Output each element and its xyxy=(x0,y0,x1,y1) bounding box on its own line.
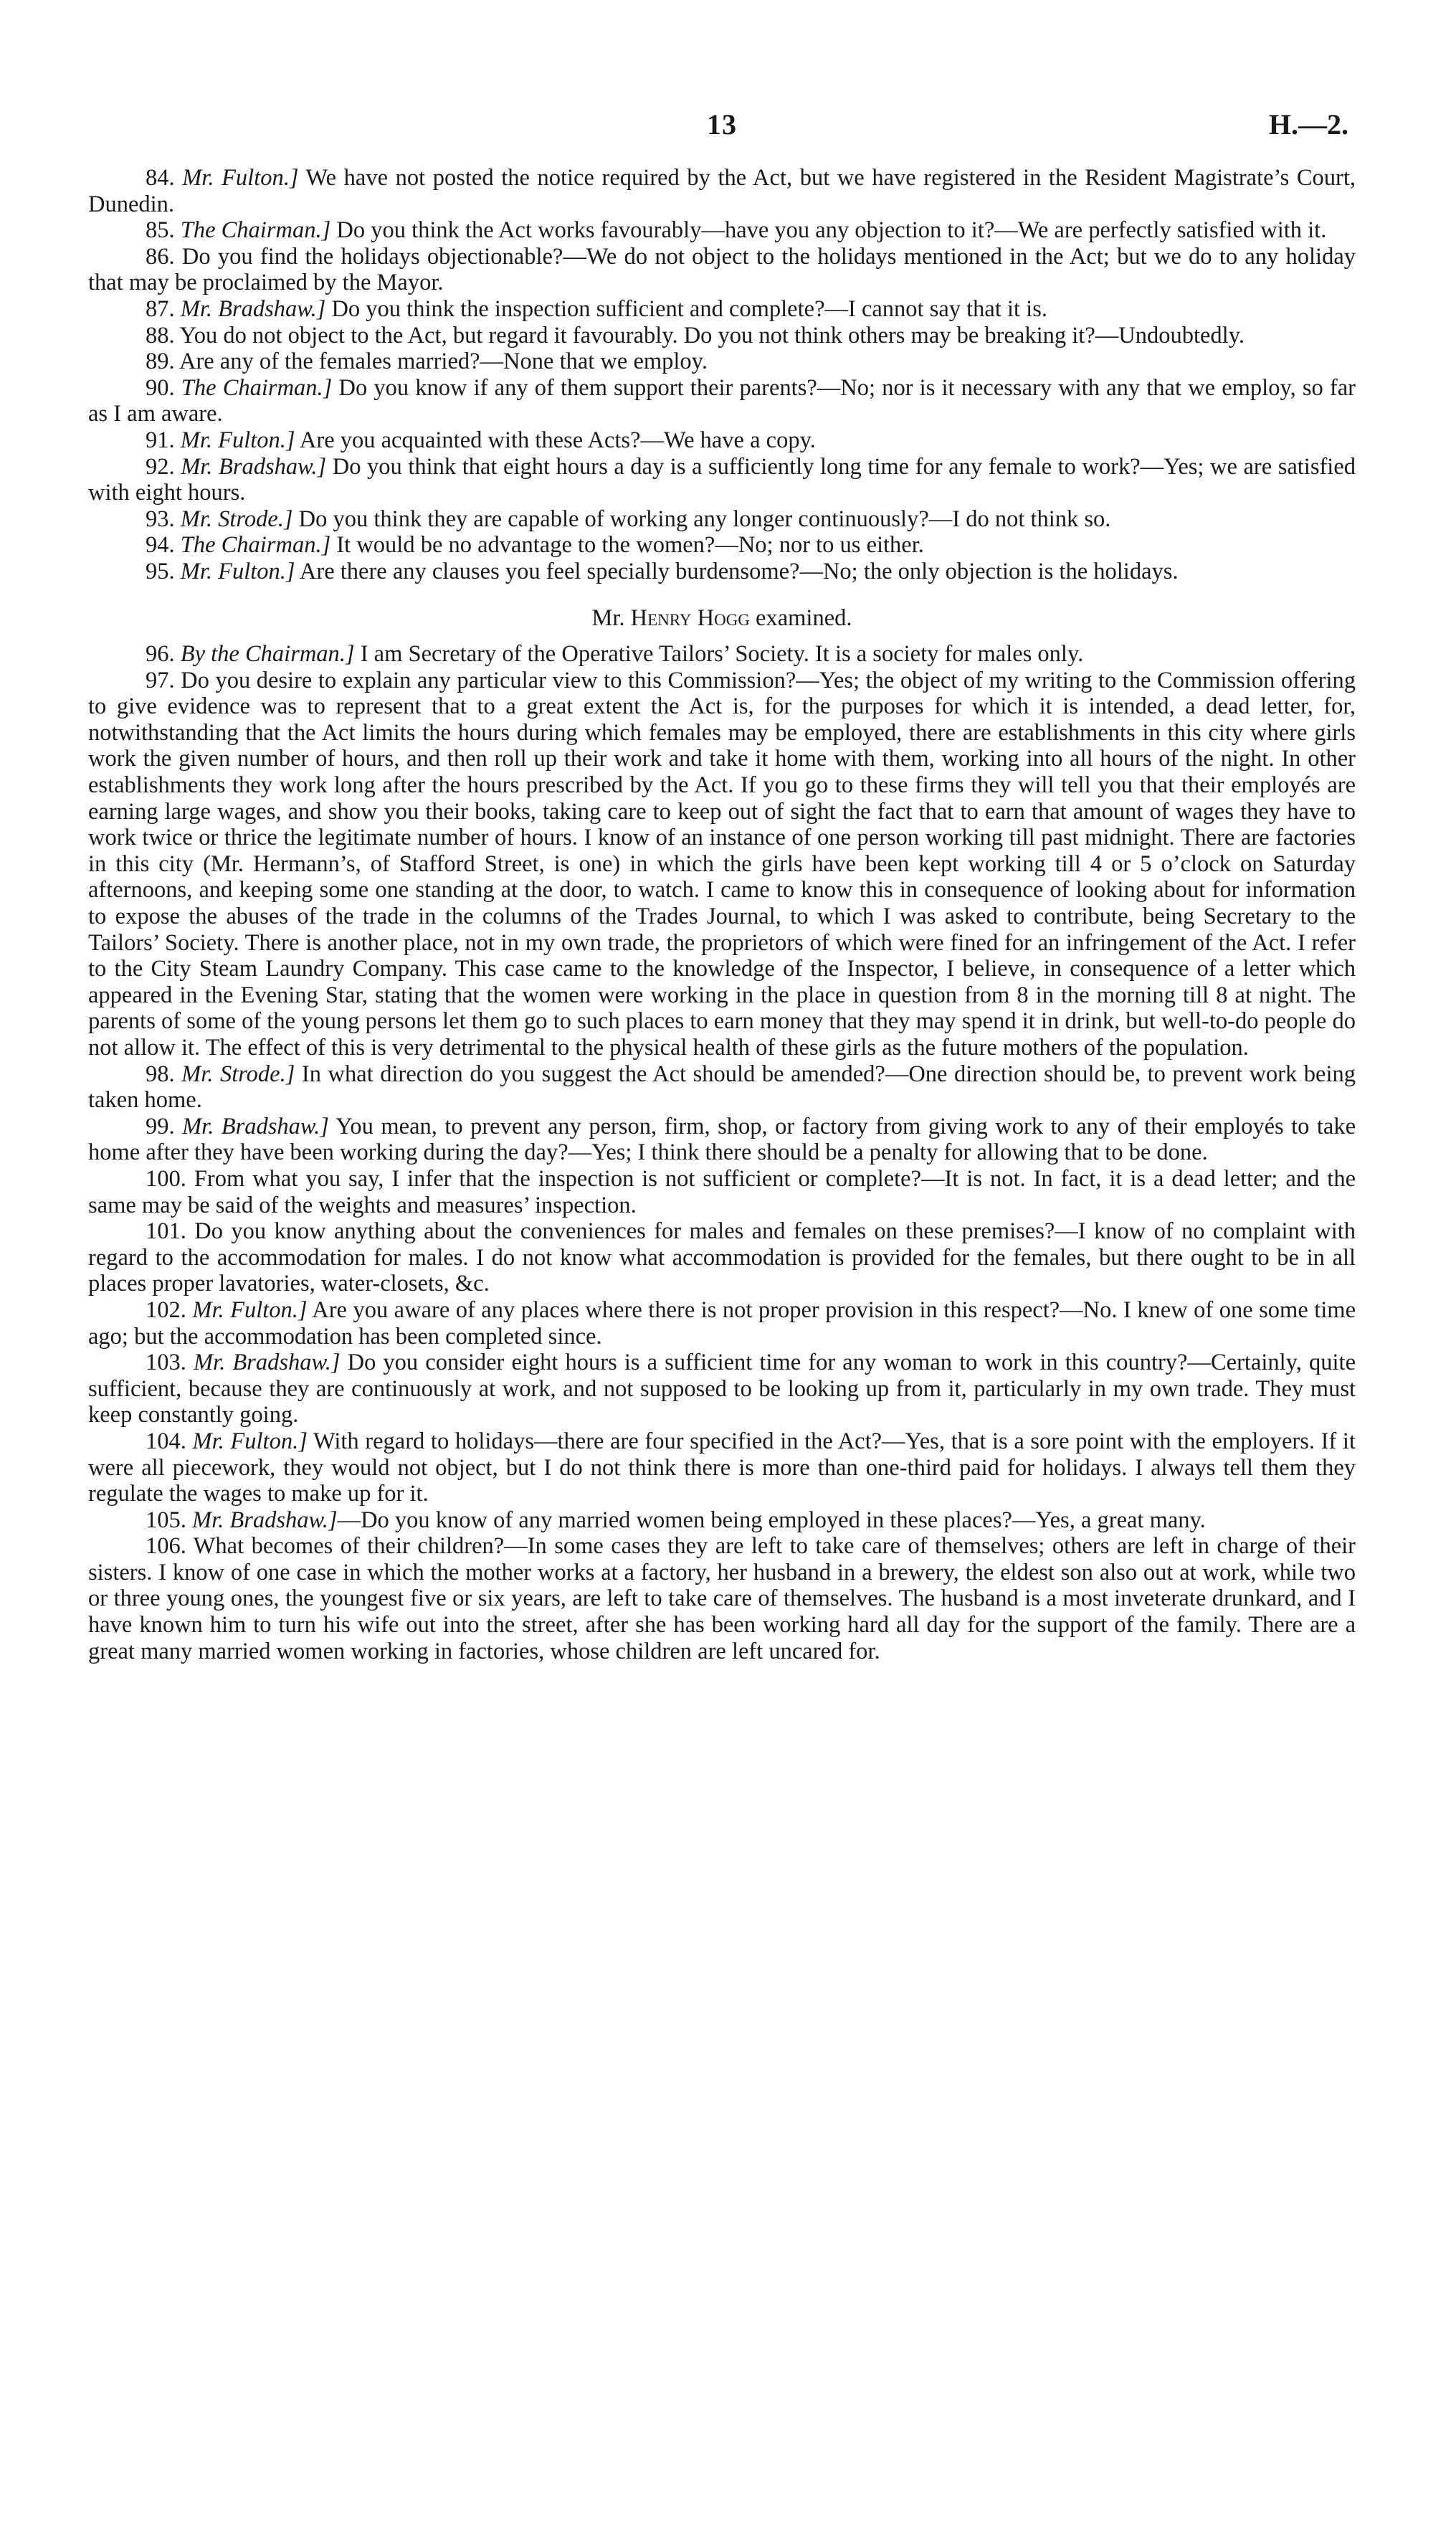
question-paragraph xyxy=(88,559,1356,585)
question-number: 94. xyxy=(146,532,175,559)
question-number: 95. xyxy=(146,558,175,584)
question-text: It would be no advantage to the women?—No; nor to us either. xyxy=(330,532,924,559)
question-text: Do you find the holidays objectionable?—We do not object to the holidays mentioned in the Act; but we do to any holiday that may be proclaimed by the Mayor. xyxy=(88,243,1356,296)
question-paragraph xyxy=(88,1166,1356,1218)
question-text: Are any of the females married?—None that we employ. xyxy=(179,348,708,375)
question-text: I am Secretary of the Operative Tailors’ Society. It is a society for males only. xyxy=(354,641,1084,668)
question-paragraph xyxy=(88,1428,1356,1507)
question-number: 103. xyxy=(146,1350,186,1376)
question-number: 86. xyxy=(146,243,175,270)
question-paragraph xyxy=(88,641,1356,668)
question-number: 97. xyxy=(146,667,175,693)
speaker-label: Mr. Strode.] xyxy=(181,1061,295,1087)
speaker-label: Mr. Fulton.] xyxy=(180,558,295,584)
question-text: In what direction do you suggest the Act should be amended?—One direction should be, to prevent work being taken home. xyxy=(88,1061,1356,1114)
question-text: Are there any clauses you feel specially burdensome?—No; the only objection is the holidays. xyxy=(295,558,1179,584)
speaker-label: The Chairman.] xyxy=(181,374,333,401)
question-text: Are you acquainted with these Acts?—We have a copy. xyxy=(295,427,816,453)
question-text: Do you think that eight hours a day is a sufficiently long time for any female to work?—Yes; we are satisfied with eight hours. xyxy=(88,453,1356,506)
witness-name: Henry Hogg xyxy=(630,604,750,631)
question-paragraph xyxy=(88,1218,1356,1297)
question-text: With regard to holidays—there are four specified in the Act?—Yes, that is a sore point with the employers. If it were all piecework, they would not object, but I do not think there is more than one-third paid for holidays. I always tell them they regulate the wages to make up for it. xyxy=(88,1428,1356,1507)
question-text: From what you say, I infer that the inspection is not sufficient or complete?—It is not. In fact, it is a dead letter; and the same may be said of the weights and measures’ inspection. xyxy=(88,1165,1356,1218)
question-number: 89. xyxy=(146,348,175,375)
speaker-label: Mr. Strode.] xyxy=(180,506,293,532)
question-number: 99. xyxy=(146,1113,175,1139)
question-text: Do you consider eight hours is a sufficient time for any woman to work in this country?—Certainly, quite sufficient, because they are continuously at work, and not supposed to be looking up from it, particularly in my own trade. They must keep constantly going. xyxy=(88,1350,1356,1428)
page-header xyxy=(88,100,1356,165)
question-number: 104. xyxy=(146,1428,186,1454)
question-text: We have not posted the notice required by the Act, but we have registered in the Resident Magistrate’s Court, Dunedin. xyxy=(88,165,1356,217)
question-number: 84. xyxy=(146,165,175,191)
question-number: 93. xyxy=(146,506,175,532)
question-number: 102. xyxy=(146,1296,186,1323)
question-paragraph xyxy=(88,296,1356,323)
question-paragraph xyxy=(88,506,1356,533)
speaker-label: Mr. Fulton.] xyxy=(182,165,299,191)
question-paragraph xyxy=(88,668,1356,1061)
evidence-section-a xyxy=(88,165,1356,585)
question-paragraph xyxy=(88,1533,1356,1664)
speaker-label: Mr. Bradshaw.] xyxy=(180,295,326,322)
question-paragraph xyxy=(88,1507,1356,1534)
question-paragraph xyxy=(88,1114,1356,1166)
speaker-label: Mr. Fulton.] xyxy=(192,1296,308,1323)
body-text xyxy=(88,165,1356,1664)
question-number: 100. xyxy=(146,1165,186,1192)
question-number: 87. xyxy=(146,295,175,322)
witness-heading xyxy=(88,605,1356,632)
speaker-label: Mr. Bradshaw.] xyxy=(182,1113,329,1139)
question-text: Do you think the inspection sufficient and complete?—I cannot say that it is. xyxy=(325,295,1047,322)
question-number: 91. xyxy=(146,427,175,453)
question-text: Do you know anything about the conveniences for males and females on these premises?—I know of no complaint with regard to the accommodation for males. I do not know what accommodation is provided for the females, but there ought to be in all places proper lavatories, water-closets, &c. xyxy=(88,1218,1356,1297)
question-text: Do you think they are capable of working any longer continuously?—I do not think so. xyxy=(292,506,1111,532)
question-paragraph xyxy=(88,532,1356,559)
speaker-label: Mr. Bradshaw.] xyxy=(192,1507,338,1533)
speaker-label: Mr. Fulton.] xyxy=(180,427,295,453)
question-paragraph xyxy=(88,1297,1356,1350)
question-text: Do you know if any of them support their parents?—No; nor is it necessary with any that we employ, so far as I am aware. xyxy=(88,374,1356,427)
question-text: —Do you know of any married women being employed in these places?—Yes, a great many. xyxy=(337,1507,1206,1533)
document-reference: H.—2. xyxy=(1268,108,1348,141)
question-text: Do you desire to explain any particular view to this Commission?—Yes; the object of my writing to the Commission offering to give evidence was to represent that to a great extent the Act is, for the purposes for which it is intended, a dead letter, for, notwithstanding that the Act limits the hours during which females may be employed, there are establishments in this city where girls work the given number of hours, and then roll up their work and take it home with them, working into all hours of the night. In other establishments they work long after the hours prescribed by the Act. If you go to these firms they will tell you that their employés are earning large wages, and show you their books, taking care to keep out of sight the fact that to earn that amount of wages they have to work twice or thrice the legitimate number of hours. I know of an instance of one person working till past midnight. There are factories in this city (Mr. Hermann’s, of Stafford Street, is one) in which the girls have been kept working till 4 or 5 o’clock on Saturday afternoons, and keeping some one standing at the door, to watch. I came to know this in consequence of looking about for information to expose the abuses of the trade in the columns of the Trades Journal, to which I was asked to contribute, being Secretary to the Tailors’ Society. There is another place, not in my own trade, the proprietors of which were fined for an infringement of the Act. I refer to the City Steam Laundry Company. This case came to the knowledge of the Inspector, I believe, in consequence of a letter which appeared in the Evening Star, stating that the women were working in the place in question from 8 in the morning till 8 at night. The parents of some of the young persons let them go to such places to earn money that they may spend it in drink, but well-to-do people do not allow it. The effect of this is very detrimental to the physical health of these girls as the future mothers of the population. xyxy=(88,667,1356,1061)
speaker-label: Mr. Bradshaw.] xyxy=(181,453,327,480)
speaker-label: By the Chairman.] xyxy=(180,641,355,668)
question-paragraph xyxy=(88,323,1356,349)
question-text: Are you aware of any places where there is not proper provision in this respect?—No. I knew of one some time ago; but the accommodation has been completed since. xyxy=(88,1296,1356,1350)
heading-prefix: Mr. xyxy=(591,604,631,631)
question-number: 105. xyxy=(146,1507,186,1533)
question-paragraph xyxy=(88,244,1356,296)
speaker-label: Mr. Bradshaw.] xyxy=(193,1350,341,1376)
question-text: You do not object to the Act, but regard it favourably. Do you not think others may be breaking it?—Undoubtedly. xyxy=(179,322,1245,348)
question-number: 88. xyxy=(146,322,175,348)
question-number: 90. xyxy=(146,374,175,401)
question-number: 85. xyxy=(146,217,175,244)
evidence-section-b xyxy=(88,641,1356,1664)
question-text: What becomes of their children?—In some cases they are left to take care of themselves; others are left in charge of their sisters. I know of one case in which the mother works at a factory, her husband in a brewery, the eldest son also out at work, while two or three young ones, the youngest five or six years, are left to take care of themselves. The husband is a most inveterate drunkard, and I have known him to turn his wife out into the street, after she has been working hard all day for the support of the family. There are a great many married women working in factories, whose children are left uncared for. xyxy=(88,1533,1356,1664)
speaker-label: Mr. Fulton.] xyxy=(192,1428,308,1454)
question-number: 98. xyxy=(146,1061,175,1087)
question-paragraph xyxy=(88,165,1356,217)
question-text: You mean, to prevent any person, firm, shop, or factory from giving work to any of their employés to take home after they have been working during the day?—Yes; I think there should be a penalty for allowing that to be done. xyxy=(88,1113,1356,1166)
document-page xyxy=(88,100,1356,1664)
question-text: Do you think the Act works favourably—have you any objection to it?—We are perfectly satisfied with it. xyxy=(330,217,1327,244)
question-paragraph xyxy=(88,348,1356,375)
question-paragraph xyxy=(88,427,1356,454)
heading-suffix: examined. xyxy=(749,604,852,631)
question-paragraph xyxy=(88,454,1356,506)
speaker-label: The Chairman.] xyxy=(180,217,331,244)
question-paragraph xyxy=(88,217,1356,244)
question-number: 96. xyxy=(146,641,175,668)
speaker-label: The Chairman.] xyxy=(180,532,331,559)
question-paragraph xyxy=(88,1350,1356,1428)
question-number: 92. xyxy=(146,453,175,480)
page-number: 13 xyxy=(707,108,737,141)
question-paragraph xyxy=(88,1061,1356,1114)
question-number: 106. xyxy=(146,1533,186,1560)
question-number: 101. xyxy=(146,1218,186,1245)
question-paragraph xyxy=(88,375,1356,427)
